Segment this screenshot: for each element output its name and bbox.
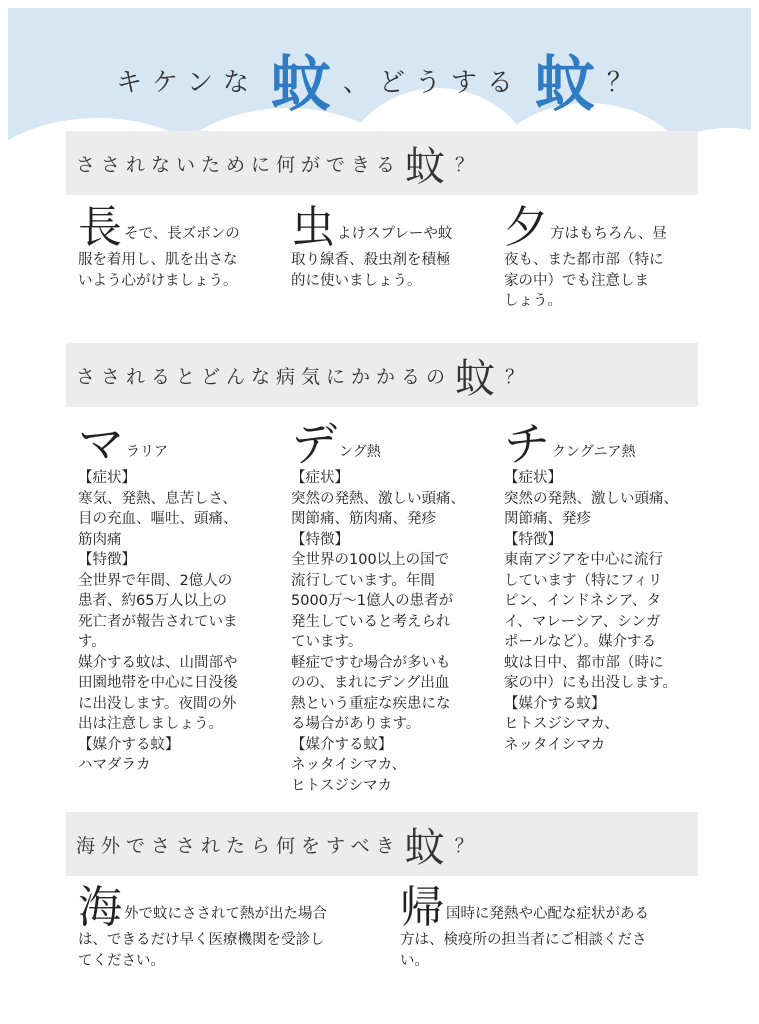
title-text-3: ？ — [606, 67, 643, 98]
section-heading-mosquito: 蚊 — [404, 824, 445, 871]
disease-description: 【症状】 突然の発熱、激しい頭痛、 関節痛、筋肉痛、発疹 【特徴】 全世界の100以上の国で 流行しています。年間 5000万～1億人の患者が 発生していると考えられ ています。 軽症ですむ場合が多いも のの、まれにデング出血 熱という重症な疾患にな る場合があります。 【媒介する蚊】 ネッタイシマカ、 ヒトスジシマカ — [291, 470, 465, 794]
disease-name: ラリア — [126, 443, 168, 460]
abroad-text: 国時に発熱や心配な症状がある 方は、検疫所の担当者にご相談くださ い。 — [400, 906, 649, 969]
disease-name: ング熱 — [339, 443, 381, 460]
prevention-text: よけスプレーや蚊 取り線香、殺虫剤を積極 的に使いましょう。 — [291, 226, 453, 289]
section-heading-text: さされるとどんな病気にかかるの — [76, 365, 452, 388]
disease-name: クングニア熱 — [552, 443, 636, 460]
prevention-item-evening — [504, 202, 704, 312]
disease-description: 【症状】 寒気、発熱、息苦しさ、 目の充血、嘔吐、頭痛、 筋肉痛 【特徴】 全世界で年間、2億人の 患者、約65万人以上の 死亡者が報告されていま す。 媒介する蚊は、山間部や 田園地帯を中心に日没後 に出没します。夜間の外 出は注意しましょう。 【媒介する蚊】 ハマダラカ — [78, 470, 238, 773]
disease-initial: マ — [78, 417, 124, 471]
disease-chikungunya — [504, 417, 709, 755]
disease-initial: チ — [504, 417, 550, 471]
page-title — [0, 40, 759, 120]
section-heading-abroad — [66, 812, 698, 876]
disease-title — [504, 417, 709, 471]
disease-initial: デ — [291, 417, 337, 471]
abroad-item-overseas — [78, 882, 378, 971]
title-mosquito-2: 蚊 — [534, 50, 595, 120]
title-text-1: キケンな — [116, 67, 259, 98]
prevention-initial: 長 — [78, 202, 122, 253]
disease-description: 【症状】 突然の発熱、激しい頭痛、 関節痛、発疹 【特徴】 東南アジアを中心に流行 しています（特にフィリ ピン、インドネシア、タ イ、マレーシア、シンガ ポールなど）。媒介する 蚊は日中、都市部（時に 家の中）にも出没します。 【媒介する蚊】 ヒトスジシマカ、 ネッタイシマカ — [504, 470, 678, 753]
section-heading-mosquito: 蚊 — [405, 143, 446, 190]
disease-title — [291, 417, 496, 471]
prevention-text: 方はもちろん、昼 夜も、また都市部（特に 家の中）でも注意しま しょう。 — [504, 226, 667, 309]
section-heading-end: ？ — [455, 153, 481, 176]
section-heading-text: 海外でさされたら何をすべき — [76, 834, 401, 857]
section-heading-prevention — [66, 131, 698, 195]
section-heading-mosquito: 蚊 — [455, 355, 496, 402]
section-heading-text: さされないために何ができる — [76, 153, 402, 176]
prevention-initial: 虫 — [291, 202, 335, 253]
abroad-initial: 海 — [78, 882, 122, 933]
prevention-item-sleeves — [78, 202, 278, 291]
abroad-item-return — [400, 882, 700, 971]
prevention-text: そで、長ズボンの 服を着用し、肌を出さな いよう心がけましょう。 — [78, 226, 240, 289]
disease-dengue — [291, 417, 496, 796]
title-mosquito-1: 蚊 — [270, 50, 331, 120]
disease-title — [78, 417, 278, 471]
section-heading-end: ？ — [454, 834, 480, 857]
disease-malaria — [78, 417, 278, 776]
prevention-item-repellent — [291, 202, 491, 291]
title-text-2: 、どうする — [342, 67, 523, 98]
section-heading-end: ？ — [505, 365, 531, 388]
abroad-text: 外で蚊にさされて熱が出た場合 は、できるだけ早く医療機関を受診し てください。 — [78, 906, 327, 969]
section-heading-diseases — [66, 343, 698, 407]
abroad-initial: 帰 — [400, 882, 444, 933]
prevention-initial: 夕 — [504, 202, 548, 253]
